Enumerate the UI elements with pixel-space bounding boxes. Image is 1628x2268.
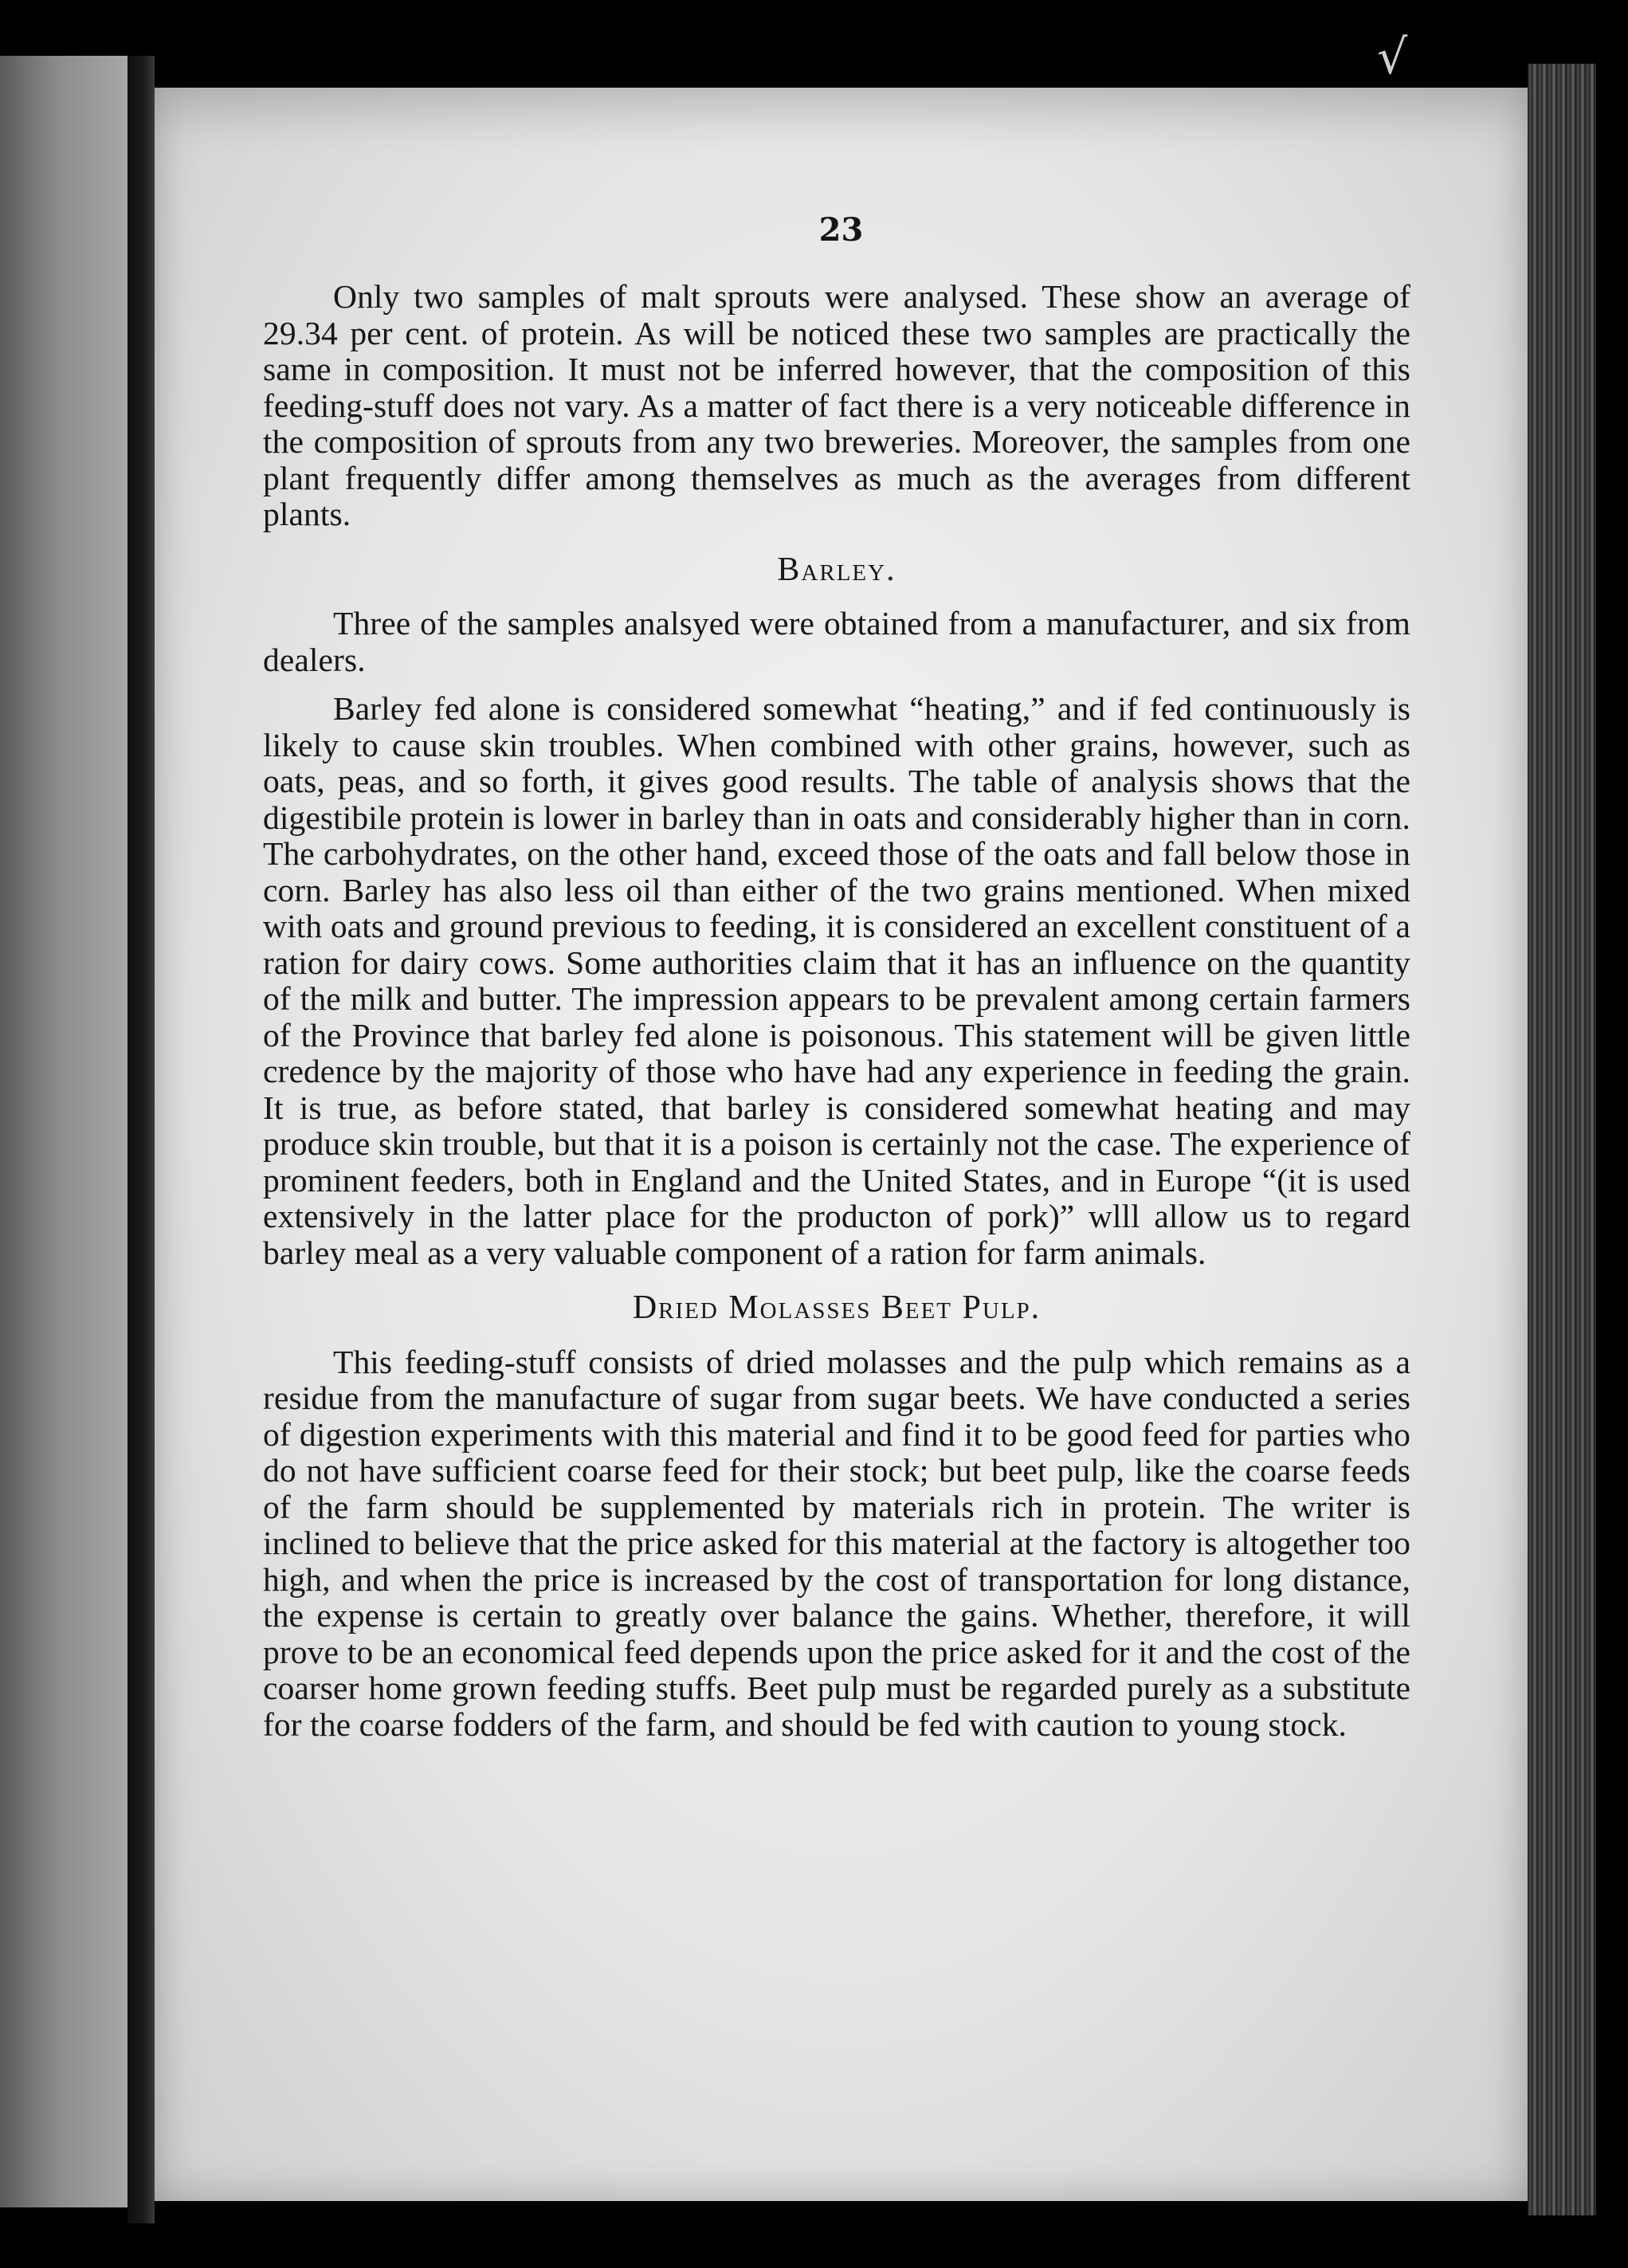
paragraph-barley-feeding: Barley fed alone is considered somewhat “heating,” and if fed continuously is likely to cause skin troubles. When combined with other grains, however, such as oats, peas, and so forth, it gives good results. The table of analysis shows that the digestibile protein is lower in barley than in oats and considerably higher than in corn. The carbohydrates, on the other hand, exceed those of the oats and fall below those in corn. Barley has also less oil than either of the two grains mentioned. When mixed with oats and ground previous to feeding, it is considered an excellent constituent of a ration for dairy cows. Some authorities claim that it has an influence on the quantity of the milk and butter. The impression appears to be prevalent among certain farmers of the Province that barley fed alone is poisonous. This statement will be given little credence by the majority of those who have had any experience in feeding the grain. It is true, as before stated, that barley is considered somewhat heating and may produce skin trouble, but that it is a poison is certainly not the case. The experience of prominent feeders, both in England and the United States, and in Europe “(it is used extensively in the latter place for the producton of pork)” wlll allow us to regard barley meal as a very valuable component of a ration for farm animals. — [263, 690, 1410, 1271]
page-number: 23 — [818, 211, 864, 249]
book-page — [155, 88, 1528, 2201]
heading-beet-pulp: Dried Molasses Beet Pulp. — [632, 1289, 1042, 1326]
heading-barley: Barley. — [777, 551, 896, 588]
facing-page-sliver — [0, 56, 127, 2207]
book-gutter — [127, 56, 155, 2223]
check-mark-icon: √ — [1377, 29, 1408, 85]
page-text — [263, 279, 1410, 1743]
page-edge-stack — [1528, 64, 1596, 2215]
paragraph-barley-samples: Three of the samples analsyed were obtained from a manufacturer, and six from dealers. — [263, 605, 1410, 678]
paragraph-malt-sprouts: Only two samples of malt sprouts were analysed. These show an average of 29.34 per cent. of protein. As will be noticed these two samples are practically the same in composition. It must not be inferred however, that the composition of this feeding-stuff does not vary. As a matter of fact there is a very noticeable difference in the composition of sprouts from any two breweries. Moreover, the samples from one plant frequently differ among themselves as much as the averages from different plants. — [263, 278, 1410, 532]
paragraph-beet-pulp: This feeding-stuff consists of dried molasses and the pulp which remains as a residue from the manufacture of sugar from sugar beets. We have conducted a series of digestion experiments with this material and find it to be good feed for parties who do not have sufficient coarse feed for their stock; but beet pulp, like the coarse feeds of the farm should be supplemented by materials rich in protein. The writer is inclined to believe that the price asked for this material at the factory is altogether too high, and when the price is increased by the cost of transportation for long distance, the expense is certain to greatly over balance the gains. Whether, therefore, it will prove to be an economical feed depends upon the price asked for it and the cost of the coarser home grown feeding stuffs. Beet pulp must be regarded purely as a substitute for the coarse fodders of the farm, and should be fed with caution to young stock. — [263, 1343, 1410, 1743]
